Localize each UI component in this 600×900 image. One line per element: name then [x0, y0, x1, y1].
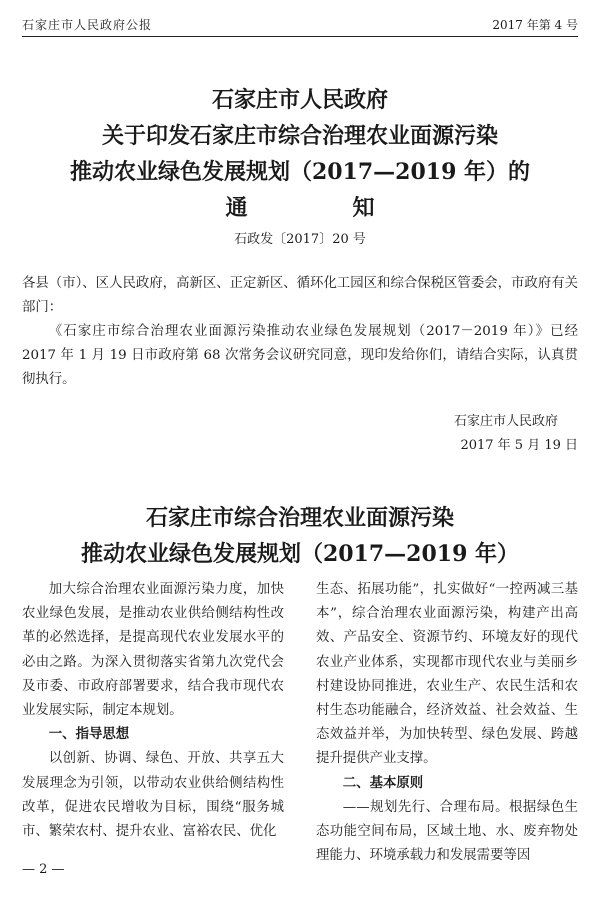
notice-title-line: 通知	[225, 195, 480, 221]
plan-title-line: 推动农业绿色发展规划（2017—2019 年）	[80, 541, 520, 567]
signature-block	[454, 410, 578, 458]
notice-paragraph: 《石家庄市综合治理农业面源污染推动农业绿色发展规划（2017－2019 年）》已经 2017 年 1 月 19 日市政府第 68 次常务会议研究同意，现印发给你们，请结合实际，认真贯彻执行。	[22, 324, 578, 387]
addressee: 各县（市）、区人民政府，高新区、正定新区、循环化工园区和综合保税区管委会，市政府有关部门：	[22, 276, 578, 315]
notice-title	[0, 82, 600, 226]
signing-organization: 石家庄市人民政府	[453, 414, 558, 429]
section-paragraph: 以创新、协调、绿色、开放、共享五大发展理念为引领，以带动农业供给侧结构性改革，促进农民增收为目标，围绕“服务城市、繁荣农村、提升农业、富裕农民、优化	[22, 751, 284, 840]
notice-body	[22, 272, 578, 392]
page-number: — 2 —	[22, 862, 65, 877]
issue-number: 2017 年第 4 号	[492, 18, 578, 32]
plan-title-line: 石家庄市综合治理农业面源污染	[145, 505, 454, 531]
right-column	[316, 578, 578, 868]
intro-paragraph: 加大综合治理农业面源污染力度，加快农业绿色发展，是推动农业供给侧结构性改革的必然选择，是提高现代农业发展水平的必由之路。为深入贯彻落实省第九次党代会及市委、市政府部署要求，结合我市现代农业发展实际，制定本规划。	[22, 582, 284, 719]
signing-date: 2017 年 5 月 19 日	[460, 438, 578, 453]
plan-title	[0, 500, 600, 572]
left-column	[22, 578, 284, 844]
section-heading: 一、指导思想	[48, 727, 130, 743]
section-heading: 二、基本原则	[342, 775, 424, 791]
section-paragraph-continued: 生态、拓展功能”，扎实做好“一控两减三基本”，综合治理农业面源污染，构建产出高效、产品安全、资源节约、环境友好的现代农业产业体系，实现都市现代农业与美丽乡村建设协同推进，农业生产、农民生活和农村生态功能融合，经济效益、社会效益、生态效益并举，为加快转型、绿色发展、跨越提升提供产业支撑。	[316, 582, 578, 767]
journal-name: 石家庄市人民政府公报	[22, 18, 153, 32]
document-number: 石政发〔2017〕20 号	[234, 232, 366, 247]
notice-title-line: 推动农业绿色发展规划（2017—2019 年）的	[69, 159, 531, 185]
notice-title-line: 关于印发石家庄市综合治理农业面源污染	[101, 123, 498, 149]
page-header	[22, 14, 578, 37]
notice-title-line: 石家庄市人民政府	[211, 87, 388, 113]
section-paragraph: ——规划先行、合理布局。根据绿色生态功能空间布局，区域土地、水、废弃物处理能力、环境承载力和发展需要等因	[316, 799, 578, 864]
